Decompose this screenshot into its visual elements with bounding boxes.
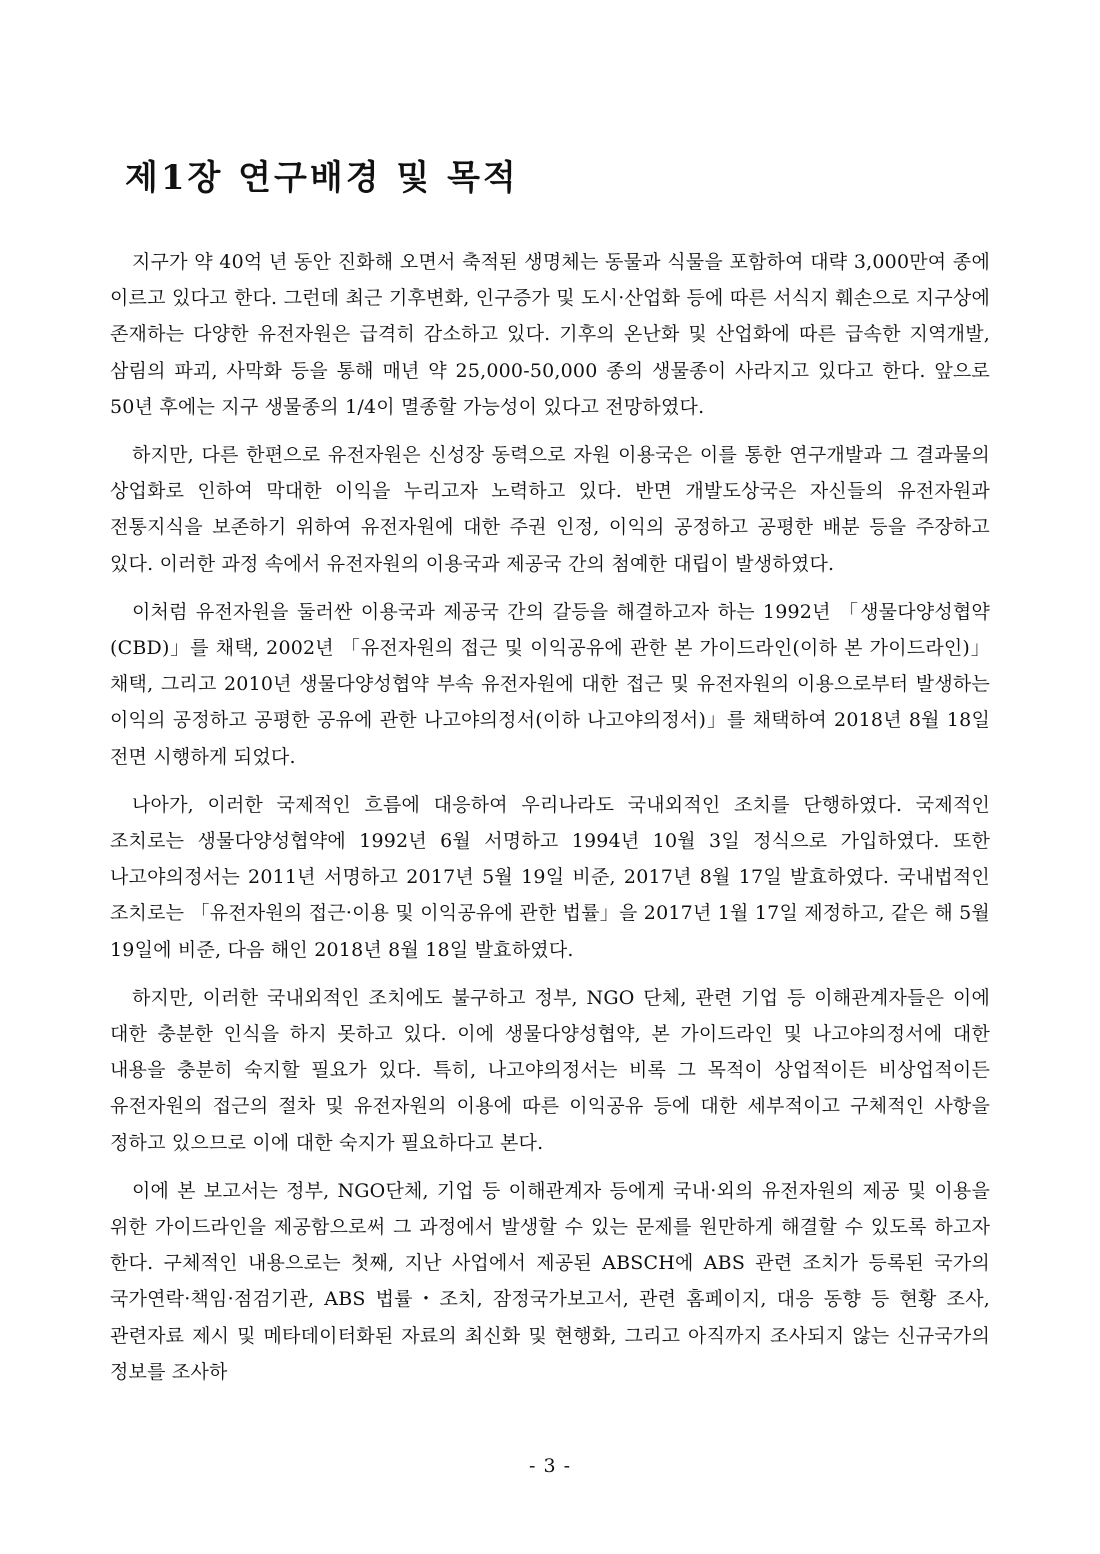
paragraph-2: 하지만, 다른 한편으로 유전자원은 신성장 동력으로 자원 이용국은 이를 통한 연구개발과 그 결과물의 상업화로 인하여 막대한 이익을 누리고자 노력하고 있다. 반면 개발도상국은 자신들의 유전자원과 전통지식을 보존하기 위하여 유전자원에 대한 주권 인정, 이익의 공정하고 공평한 배분 등을 주장하고 있다. 이러한 과정 속에서 유전자원의 이용국과 제공국 간의 첨예한 대립이 발생하였다.	[110, 444, 990, 575]
body-text	[110, 244, 990, 1402]
paragraph-4: 나아가, 이러한 국제적인 흐름에 대응하여 우리나라도 국내외적인 조치를 단행하였다. 국제적인 조치로는 생물다양성협약에 1992년 6월 서명하고 1994년 10월 3일 정식으로 가입하였다. 또한 나고야의정서는 2011년 서명하고 2017년 5월 19일 비준, 2017년 8월 17일 발효하였다. 국내법적인 조치로는 「유전자원의 접근·이용 및 이익공유에 관한 법률」을 2017년 1월 17일 제정하고, 같은 해 5월 19일에 비준, 다음 해인 2018년 8월 18일 발효하였다.	[110, 793, 990, 961]
paragraph-3: 이처럼 유전자원을 둘러싼 이용국과 제공국 간의 갈등을 해결하고자 하는 1992년 「생물다양성협약(CBD)」를 채택, 2002년 「유전자원의 접근 및 이익공유에 관한 본 가이드라인(이하 본 가이드라인)」 채택, 그리고 2010년 생물다양성협약 부속 유전자원에 대한 접근 및 유전자원의 이용으로부터 발생하는 이익의 공정하고 공평한 공유에 관한 나고야의정서(이하 나고야의정서)」를 채택하여 2018년 8월 18일 전면 시행하게 되었다.	[110, 600, 990, 768]
page-number: - 3 -	[528, 1455, 571, 1477]
paragraph-1: 지구가 약 40억 년 동안 진화해 오면서 축적된 생명체는 동물과 식물을 포함하여 대략 3,000만여 종에 이르고 있다고 한다. 그런데 최근 기후변화, 인구증가 및 도시·산업화 등에 따른 서식지 훼손으로 지구상에 존재하는 다양한 유전자원은 급격히 감소하고 있다. 기후의 온난화 및 산업화에 따른 급속한 지역개발, 삼림의 파괴, 사막화 등을 통해 매년 약 25,000-50,000 종의 생물종이 사라지고 있다고 한다. 앞으로 50년 후에는 지구 생물종의 1/4이 멸종할 가능성이 있다고 전망하였다.	[110, 251, 990, 418]
paragraph-5: 하지만, 이러한 국내외적인 조치에도 불구하고 정부, NGO 단체, 관련 기업 등 이해관계자들은 이에 대한 충분한 인식을 하지 못하고 있다. 이에 생물다양성협약, 본 가이드라인 및 나고야의정서에 대한 내용을 충분히 숙지할 필요가 있다. 특히, 나고야의정서는 비록 그 목적이 상업적이든 비상업적이든 유전자원의 접근의 절차 및 유전자원의 이용에 따른 이익공유 등에 대한 세부적이고 구체적인 사항을 정하고 있으므로 이에 대한 숙지가 필요하다고 본다.	[110, 986, 990, 1154]
paragraph-6: 이에 본 보고서는 정부, NGO단체, 기업 등 이해관계자 등에게 국내·외의 유전자원의 제공 및 이용을 위한 가이드라인을 제공함으로써 그 과정에서 발생할 수 있는 문제를 원만하게 해결할 수 있도록 하고자 한다. 구체적인 내용으로는 첫째, 지난 사업에서 제공된 ABSCH에 ABS 관련 조치가 등록된 국가의 국가연락·책임·점검기관, ABS 법률・조치, 잠정국가보고서, 관련 홈페이지, 대응 동향 등 현황 조사, 관련자료 제시 및 메타데이터화된 자료의 최신화 및 현행화, 그리고 아직까지 조사되지 않는 신규국가의 정보를 조사하	[110, 1179, 990, 1383]
chapter-title: 제1장 연구배경 및 목적	[125, 158, 519, 198]
